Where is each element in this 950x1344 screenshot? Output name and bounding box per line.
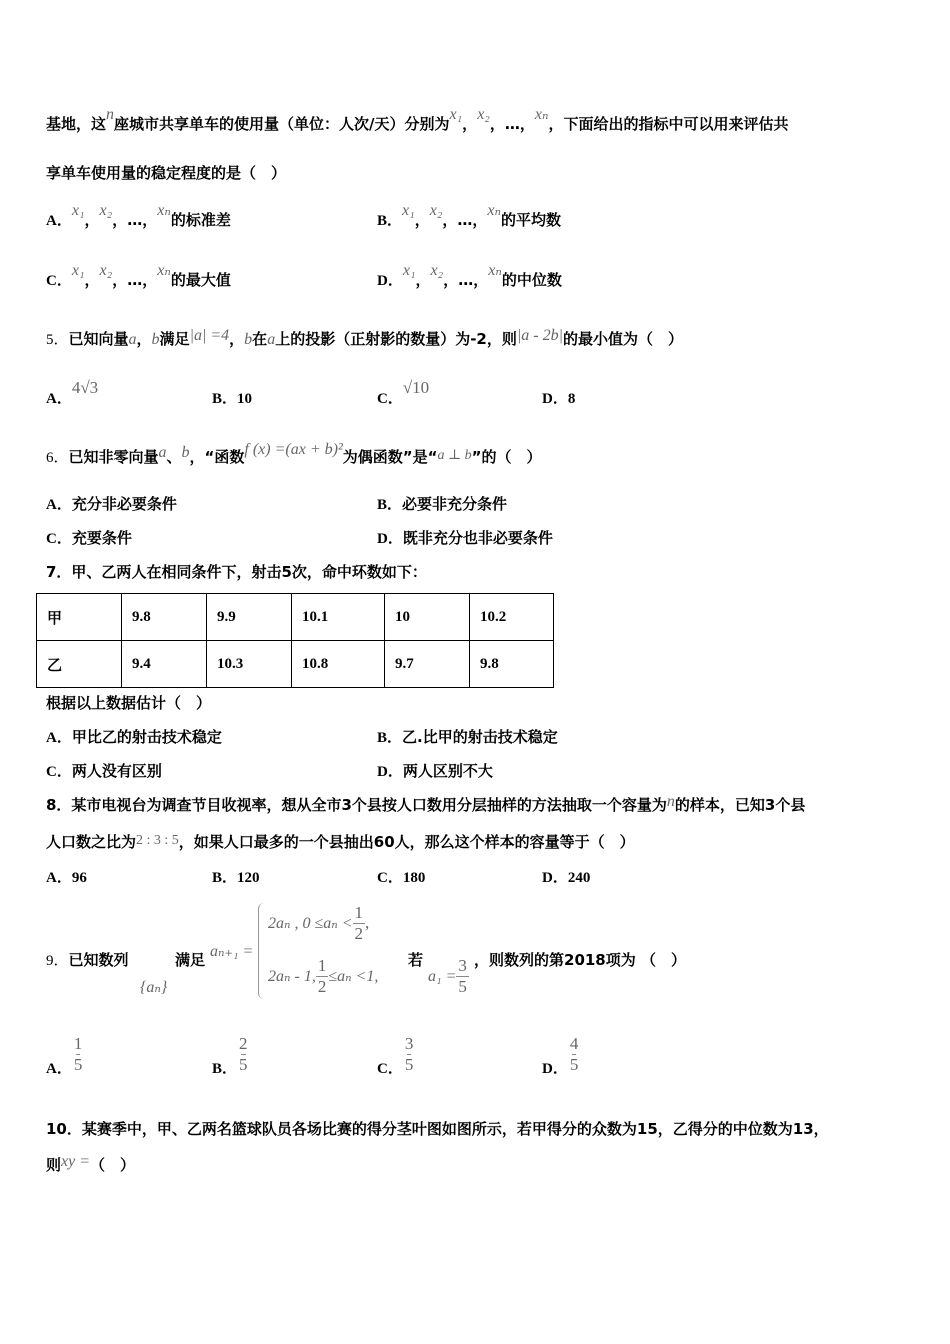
math-x1: x₁ [449,106,463,123]
q10-line2 [46,1155,135,1176]
text: 上的投影（正射影的数量）为-2，则 [275,330,517,348]
text: 、 [166,448,182,466]
text: ，…， [443,271,489,289]
text: 为偶函数”是“ [342,448,438,466]
fraction-half [316,956,329,997]
numerator: 1 [73,1034,83,1053]
question-number: 5． [46,332,69,348]
q7-score-table [36,593,554,688]
q9-case1 [268,903,369,944]
text: ，“函数 [189,448,245,466]
q7-option-d [377,761,493,782]
question-number: 6． [46,450,69,466]
math-case2-range: ≤aₙ <1, [328,968,379,985]
math-xn: xₙ [157,202,171,219]
math-x2: x₂ [99,262,113,279]
text: 8．某市电视台为调查节目收视率，想从全市3个县按人口数用分层抽样的方法抽取一个容量为 [46,796,667,814]
q9-option-a [46,1034,84,1079]
math-a1: a₁ = [428,968,457,985]
q5-option-d [542,388,575,409]
option-label: A． [46,391,72,407]
table-row [37,641,554,688]
text: 的样本，已知3个县 [674,796,806,814]
option-label: B． [377,213,403,229]
table-cell: 10.2 [470,594,554,641]
q5-option-c [377,378,430,409]
q6-option-c [46,528,132,549]
option-text: 充要条件 [71,529,132,547]
math-x1: x₁ [402,262,416,279]
option-label: C． [377,870,403,886]
option-text: 两人没有区别 [71,762,162,780]
option-value: 180 [402,870,426,886]
q9-option-d [542,1034,580,1079]
question-number: 9． [46,953,69,969]
text: （ ） [90,1156,136,1174]
text: ， [84,271,100,289]
q9-option-c [377,1034,415,1079]
table-cell: 乙 [37,641,122,688]
denominator: 5 [458,977,467,996]
option-text: 甲比乙的射击技术稳定 [71,728,222,746]
option-fraction [568,1034,581,1075]
math-x2: x₂ [429,202,443,219]
table-cell: 9.7 [385,641,470,688]
math-a: a [128,331,137,348]
q9-intro [46,950,129,971]
text: , [365,913,370,932]
q5-stem [46,329,683,350]
numerator: 1 [354,903,364,922]
q8-option-d [542,867,590,888]
denominator: 2 [354,924,364,943]
math-x1: x₁ [71,262,85,279]
math-case1: 2aₙ , 0 ≤aₙ < [268,915,353,932]
math-xn: xₙ [487,202,501,219]
option-label: D． [542,870,568,886]
math-a: a [267,331,276,348]
option-value: 240 [567,870,591,886]
text: ， [136,330,152,348]
option-text: 乙.比甲的射击技术稳定 [402,728,558,746]
option-label: D． [542,1061,568,1077]
text: ，…， [442,211,488,229]
q6-stem [46,441,542,469]
text: 满足 [159,330,190,348]
math-expr: |a - 2b| [516,327,563,344]
option-text: 既非充分也非必要条件 [402,529,553,547]
math-case2: 2aₙ - 1, [268,968,316,985]
math-ratio: 2 : 3 : 5 [136,833,179,848]
table-cell: 10.3 [207,641,292,688]
table-cell: 甲 [37,594,122,641]
option-label: C． [46,273,72,289]
math-x2: x₂ [430,262,444,279]
q9-a1 [428,956,469,997]
q7-option-b [377,727,558,748]
math-x2: x₂ [99,202,113,219]
option-label: B． [212,391,238,407]
numerator: 3 [458,956,467,975]
option-text: 的最大值 [170,271,231,289]
text: ， [84,211,100,229]
math-xn: xₙ [534,106,549,123]
text: 已知非零向量 [68,448,159,466]
text: ”的（ ） [471,448,542,466]
table-cell: 10 [385,594,470,641]
q9-option-b [212,1034,250,1079]
table-cell: 9.8 [122,594,207,641]
option-value: √10 [402,378,430,397]
q8-option-a [46,867,87,888]
q9-tail: ，则数列的第2018项为 （ ） [474,951,686,969]
text: ，…， [489,115,535,133]
q4-option-c [46,262,231,291]
option-label: B． [377,730,403,746]
q4-line1 [46,106,789,135]
option-label: D． [542,391,568,407]
option-label: C． [46,531,72,547]
q10-line1: 10．某赛季中，甲、乙两名篮球队员各场比赛的得分茎叶图如图所示，若甲得分的众数为15，乙得分的中位数为13， [46,1120,829,1138]
option-fraction [237,1034,250,1075]
math-perp: a ⊥ b [437,448,472,463]
numerator: 1 [317,956,327,975]
math-b: b [181,444,190,461]
table-row [37,594,554,641]
q8-line2 [46,832,635,854]
q9-case2 [268,956,378,997]
option-label: C． [377,391,403,407]
q6-option-b [377,494,507,515]
option-label: D． [377,531,403,547]
q9-sequence: {aₙ} [140,979,168,996]
denominator: 5 [404,1055,414,1074]
math-xy: xy = [61,1153,91,1170]
q7-stem: 7．甲、乙两人在相同条件下，射击5次，命中环数如下： [46,563,427,581]
text: ， [414,211,430,229]
option-label: A． [46,213,72,229]
q4-option-a [46,202,231,231]
option-value: 8 [567,391,576,407]
q8-option-b [212,867,260,888]
q7-option-c [46,761,162,782]
option-label: D． [377,764,403,780]
text: ，下面给出的指标中可以用来评估共 [548,115,789,133]
option-text: 的标准差 [170,211,231,229]
denominator: 5 [73,1055,83,1074]
q7-after: 根据以上数据估计（ ） [46,694,212,712]
text: ，…， [112,271,158,289]
table-cell: 10.8 [292,641,385,688]
math-x1: x₁ [71,202,85,219]
text: 已知数列 [68,951,129,969]
q9-lhs: aₙ₊₁ = [210,943,254,960]
option-value: 120 [237,870,260,886]
math-abs-a: |a| =4 [189,327,230,344]
math-n: n [666,793,675,810]
option-label: A． [46,730,72,746]
numerator: 4 [569,1034,579,1053]
text: 座城市共享单车的使用量（单位：人次/天）分别为 [114,115,450,133]
q8-line1 [46,795,805,816]
option-label: A． [46,497,72,513]
table-cell: 9.4 [122,641,207,688]
math-b: b [244,331,253,348]
text: ， [462,115,478,133]
math-xn: xₙ [488,262,502,279]
option-fraction [403,1034,416,1075]
q6-option-d [377,528,553,549]
denominator: 5 [239,1055,248,1074]
piecewise-brace [258,903,265,999]
q9-if: 若 [408,951,424,969]
option-text: 必要非充分条件 [402,495,508,513]
option-label: C． [46,764,72,780]
q4-option-b [377,202,561,231]
math-n: n [106,106,115,123]
q4-line2: 享单车使用量的稳定程度的是（ ） [46,164,287,182]
option-label: A． [46,1061,72,1077]
option-text: 的中位数 [501,271,562,289]
math-xn: xₙ [157,262,171,279]
math-x2: x₂ [477,106,490,123]
q4-option-d [377,262,562,291]
text: 已知向量 [68,330,129,348]
text: ，如果人口最多的一个县抽出60人，那么这个样本的容量等于（ ） [178,833,635,851]
q8-option-c [377,867,425,888]
fraction-three-fifths [456,956,469,997]
option-label: B． [212,870,238,886]
text: ， [415,271,431,289]
text: 基地，这 [46,115,107,133]
q5-option-a [46,378,99,409]
option-label: C． [377,1061,403,1077]
option-text: 两人区别不大 [402,762,493,780]
q6-option-a [46,494,177,515]
numerator: 3 [404,1034,414,1053]
fraction-half [353,903,366,944]
math-x1: x₁ [402,202,415,219]
denominator: 5 [569,1055,579,1074]
option-value: 96 [71,870,87,886]
text: 则 [46,1156,62,1174]
denominator: 2 [317,977,327,996]
math-a: a [158,444,167,461]
table-cell: 9.9 [207,594,292,641]
text: 的最小值为（ ） [562,330,683,348]
q7-option-a [46,727,222,748]
text: ， [229,330,245,348]
table-cell: 10.1 [292,594,385,641]
text: ，…， [112,211,158,229]
math-function: f (x) =(ax + b)² [244,441,343,458]
q5-option-b [212,388,252,409]
option-label: D． [377,273,403,289]
table-cell: 9.8 [470,641,554,688]
option-value: 4√3 [71,378,99,397]
text: 在 [252,330,268,348]
option-text: 充分非必要条件 [71,495,177,513]
option-text: 的平均数 [500,211,561,229]
option-label: B． [212,1061,238,1077]
option-fraction [72,1034,85,1075]
option-label: A． [46,870,72,886]
q9-satisfies: 满足 [175,951,206,969]
option-label: B． [377,497,403,513]
option-value: 10 [237,391,253,407]
text: 人口数之比为 [46,833,137,851]
numerator: 2 [239,1034,248,1053]
math-b: b [151,331,160,348]
